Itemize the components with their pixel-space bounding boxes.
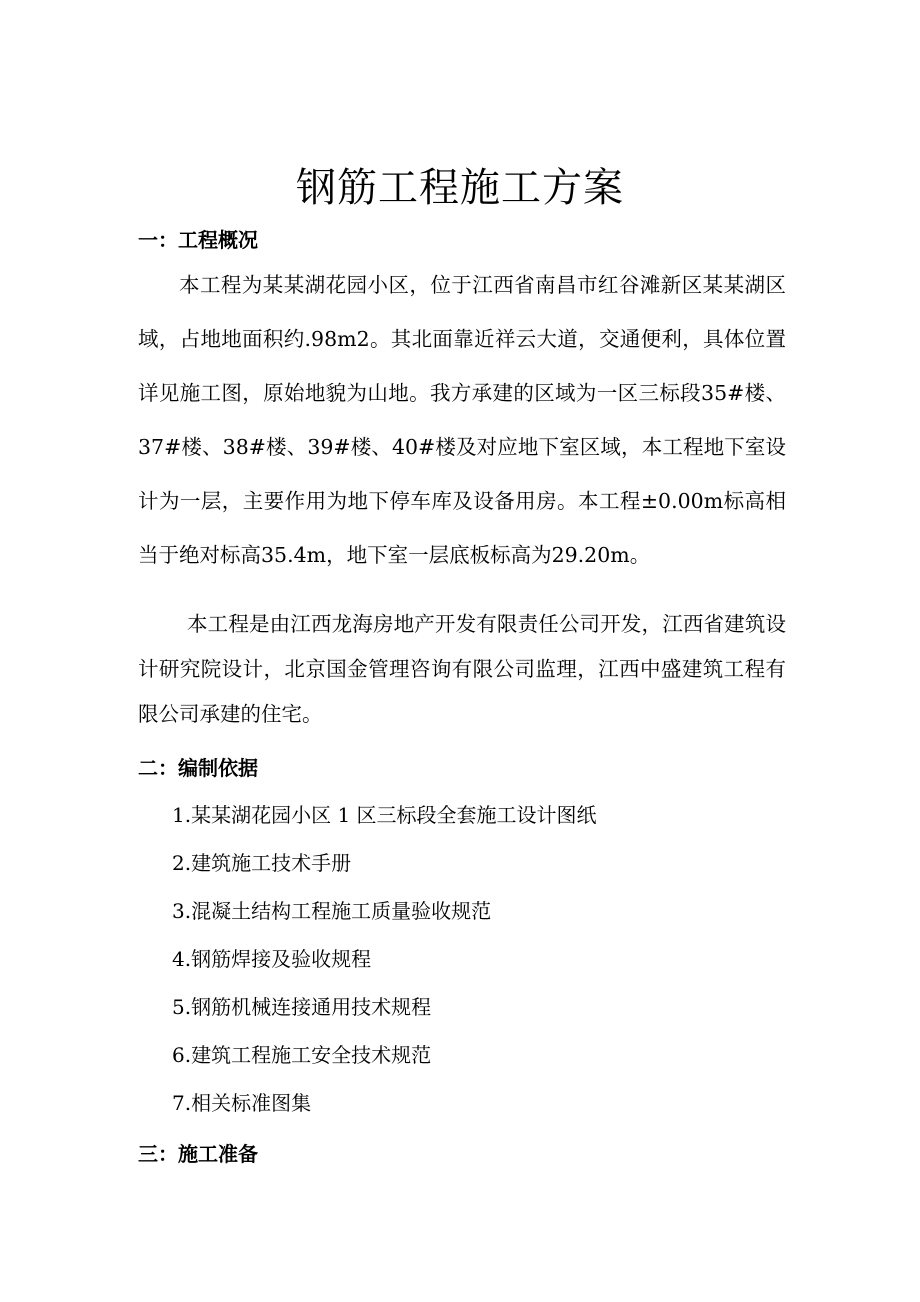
list-item: 2.建筑施工技术手册 [172,851,352,875]
list-item: 6.建筑工程施工安全技术规范 [172,1043,432,1067]
list-item: 1.某某湖花园小区 1 区三标段全套施工设计图纸 [172,803,597,827]
overview-paragraph-2: 本工程是由江西龙海房地产开发有限责任公司开发，江西省建筑设计研究院设计，北京国金管理咨询有限公司监理，江西中盛建筑工程有限公司承建的住宅。 [138,612,786,726]
section-heading-basis: 二：编制依据 [138,756,258,780]
document-title: 钢筋工程施工方案 [296,165,624,211]
overview-paragraph-1: 本工程为某某湖花园小区，位于江西省南昌市红谷滩新区某某湖区域，占地地面积约.98m2。其北面靠近祥云大道，交通便利，具体位置详见施工图，原始地貌为山地。我方承建的区域为一区三标段35#楼、37#楼、38#楼、39#楼、40#楼及对应地下室区域，本工程地下室设计为一层，主要作用为地下停车库及设备用房。本工程±0.00m标高相当于绝对标高35.4m，地下室一层底板标高为29.20m。 [138,273,786,567]
basis-list [172,797,597,1133]
section-heading-preparation: 三：施工准备 [138,1142,258,1166]
list-item: 5.钢筋机械连接通用技术规程 [172,995,432,1019]
list-item: 7.相关标准图集 [172,1091,312,1115]
section-heading-overview: 一：工程概况 [138,228,258,252]
list-item: 4.钢筋焊接及验收规程 [172,947,372,971]
list-item: 3.混凝土结构工程施工质量验收规范 [172,899,492,923]
